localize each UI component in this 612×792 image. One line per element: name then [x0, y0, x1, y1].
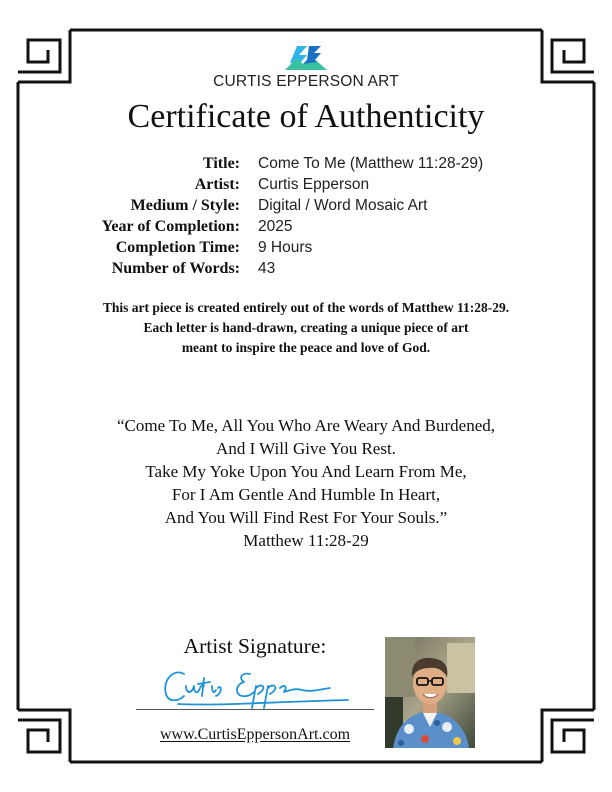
verse-line: And You Will Find Rest For Your Souls.”: [164, 508, 448, 527]
detail-value: Come To Me (Matthew 11:28-29): [258, 155, 484, 172]
artwork-details: [0, 153, 612, 279]
artist-portrait-photo: [385, 637, 475, 748]
corner-ornament-bottom-right: [542, 710, 594, 762]
detail-value: 2025: [258, 218, 293, 235]
detail-row-title: [0, 153, 612, 174]
description-line: Each letter is hand-drawn, creating a unique piece of art: [143, 320, 469, 335]
verse-line: Take My Yoke Upon You And Learn From Me,: [145, 462, 467, 481]
certificate-title: Certificate of Authenticity: [127, 98, 485, 135]
detail-row-medium: [0, 195, 612, 216]
detail-value: 43: [258, 260, 276, 277]
detail-value: 9 Hours: [258, 239, 313, 256]
detail-label: Number of Words:: [111, 260, 240, 277]
brand-name: CURTIS EPPERSON ART: [213, 73, 399, 90]
verse-line: “Come To Me, All You Who Are Weary And Burdened,: [116, 416, 496, 435]
scripture-verse: [40, 414, 572, 552]
brand-logo: [0, 44, 612, 91]
detail-label: Title:: [202, 155, 240, 172]
detail-value: Curtis Epperson: [258, 176, 370, 193]
detail-label: Year of Completion:: [101, 218, 240, 235]
detail-value: Digital / Word Mosaic Art: [258, 197, 428, 214]
corner-ornament-bottom-left: [18, 710, 70, 762]
ce-monogram-logo-icon: [281, 44, 331, 72]
detail-label: Completion Time:: [115, 239, 240, 256]
description-line: This art piece is created entirely out of the words of Matthew 11:28-29.: [102, 300, 510, 315]
artwork-description: [40, 298, 572, 358]
signature-heading: Artist Signature:: [183, 634, 327, 658]
website-link[interactable]: www.CurtisEppersonArt.com: [159, 726, 351, 743]
detail-row-artist: [0, 174, 612, 195]
detail-label: Medium / Style:: [130, 197, 240, 214]
verse-line: For I Am Gentle And Humble In Heart,: [171, 485, 441, 504]
handwritten-signature: [158, 664, 358, 710]
verse-line: And I Will Give You Rest.: [216, 439, 396, 458]
detail-label: Artist:: [194, 176, 240, 193]
verse-reference: Matthew 11:28-29: [243, 531, 369, 550]
detail-row-year: [0, 216, 612, 237]
detail-row-word-count: [0, 258, 612, 279]
signature-line: [136, 709, 374, 710]
detail-row-completion-time: [0, 237, 612, 258]
description-line: meant to inspire the peace and love of God.: [181, 340, 431, 355]
